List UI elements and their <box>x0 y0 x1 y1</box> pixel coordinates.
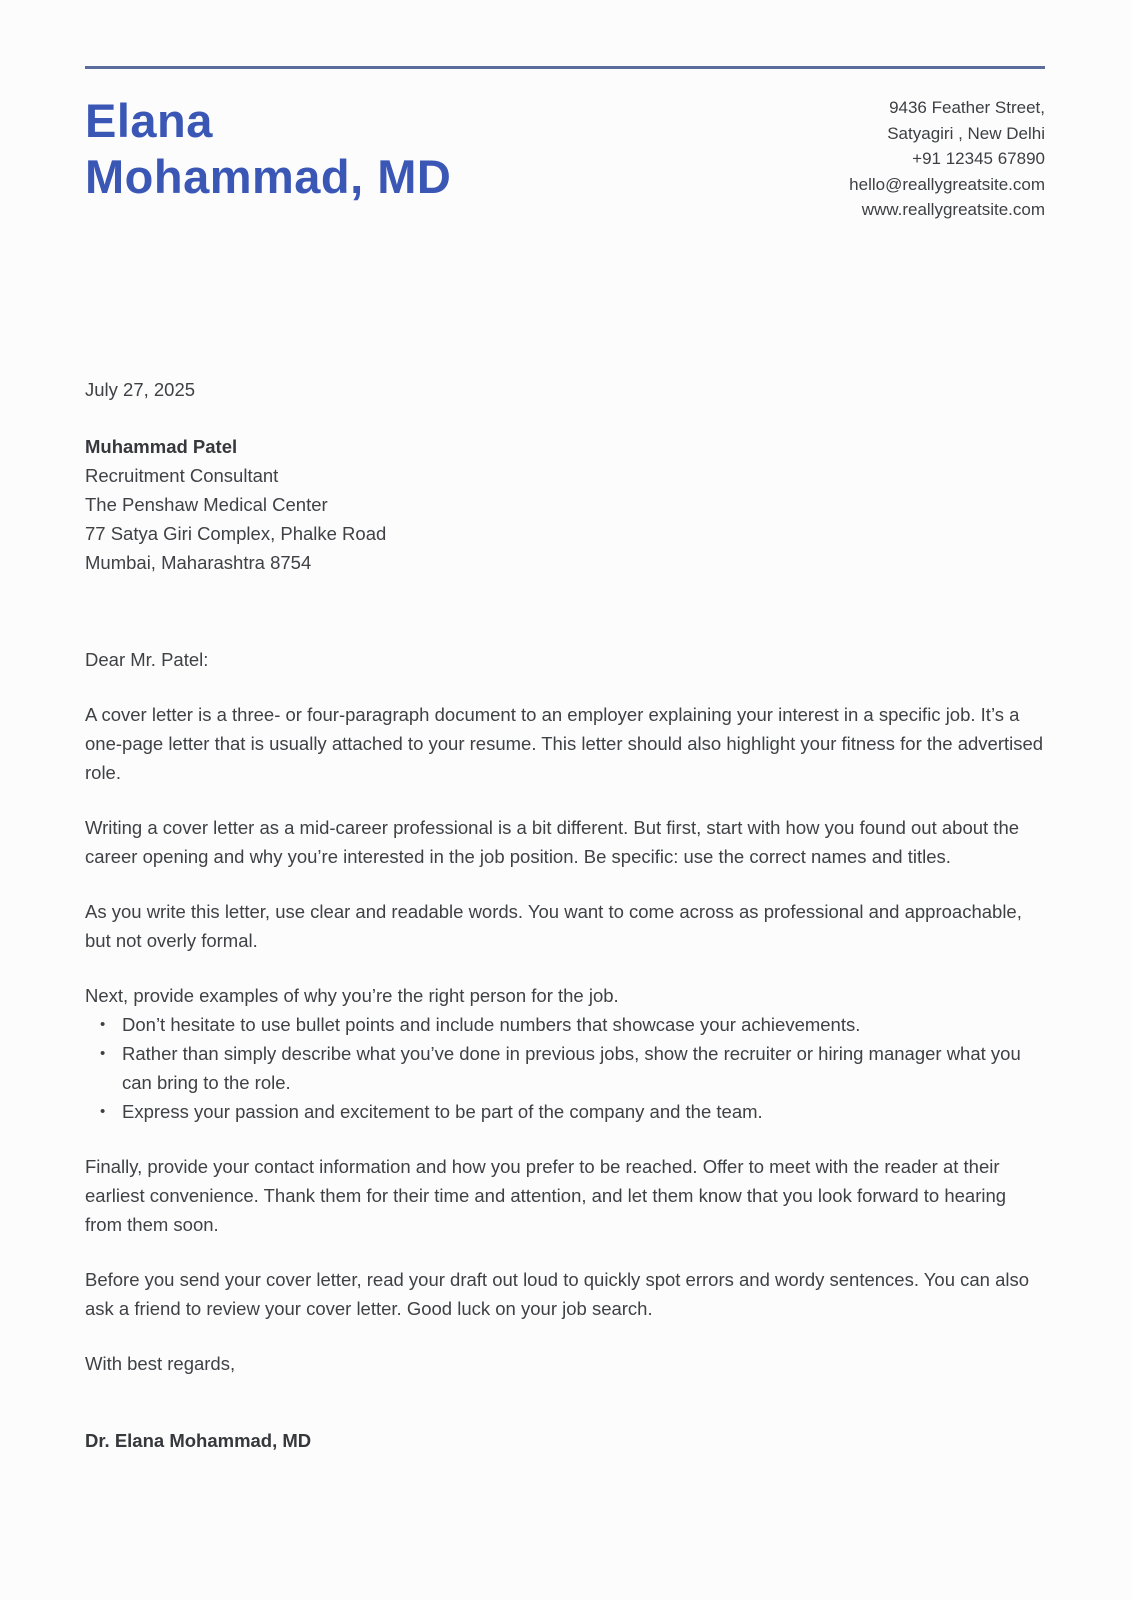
bullet-icon: • <box>100 1015 106 1033</box>
contact-website: www.reallygreatsite.com <box>861 200 1045 219</box>
bullet-text-2: Rather than simply describe what you’ve done in previous jobs, show the recruiter or hiring manager what you can bring to the role. <box>122 1042 1021 1093</box>
closing-paragraph-1: Finally, provide your contact information and how you prefer to be reached. Offer to meet with the reader at their earliest convenience. Thank them for their time and attention, and let them know that you look forward to hearing from them soon. <box>85 1155 1007 1235</box>
valediction: With best regards, <box>85 1352 236 1374</box>
signature-name: Dr. Elana Mohammad, MD <box>85 1429 312 1451</box>
contact-city: Satyagiri , New Delhi <box>887 123 1045 143</box>
recipient-address-line1: 77 Satya Giri Complex, Phalke Road <box>85 522 387 544</box>
list-item <box>85 1039 1045 1097</box>
sender-name-line1: Elana <box>85 94 213 147</box>
recipient-title: Recruitment Consultant <box>85 464 279 486</box>
contact-street: 9436 Feather Street, <box>889 98 1045 117</box>
closing-paragraph-2: Before you send your cover letter, read your draft out loud to quickly spot errors and wordy sentences. You can also ask a friend to review your cover letter. Good luck on your job search. <box>85 1268 1030 1319</box>
contact-email: hello@reallygreatsite.com <box>849 174 1045 194</box>
bullet-text-1: Don’t hesitate to use bullet points and include numbers that showcase your achievements. <box>122 1013 861 1035</box>
sender-name <box>85 93 451 206</box>
paragraph-3: As you write this letter, use clear and readable words. You want to come across as professional and approachable, but not overly formal. <box>85 900 1022 951</box>
recipient-block <box>85 432 1045 577</box>
salutation: Dear Mr. Patel: <box>85 648 209 670</box>
bullet-icon: • <box>100 1102 106 1120</box>
list-item <box>85 1097 1045 1126</box>
letter-date: July 27, 2025 <box>85 378 196 400</box>
sender-name-line2: Mohammad, MD <box>85 150 452 204</box>
recipient-name: Muhammad Patel <box>85 435 238 457</box>
bullet-list <box>85 1010 1045 1126</box>
bullet-text-3: Express your passion and excitement to be part of the company and the team. <box>122 1100 763 1122</box>
letterhead <box>85 93 1045 223</box>
paragraph-1: A cover letter is a three- or four-paragraph document to an employer explaining your interest in a specific job. It’s a one-page letter that is usually attached to your resume. This letter should also highlight your fitness for the advertised role. <box>85 703 1044 783</box>
list-item <box>85 1010 1045 1039</box>
contact-phone: +91 12345 67890 <box>912 149 1045 168</box>
recipient-address-line2: Mumbai, Maharashtra 8754 <box>85 551 312 573</box>
bullet-icon: • <box>100 1044 106 1062</box>
header-divider-rule <box>85 66 1045 69</box>
paragraph-2: Writing a cover letter as a mid-career professional is a bit different. But first, start with how you found out about the career opening and why you’re interested in the job position. Be specific: use the correct names and titles. <box>85 816 1020 867</box>
recipient-organization: The Penshaw Medical Center <box>85 493 328 515</box>
bullet-list-intro: Next, provide examples of why you’re the right person for the job. <box>85 984 619 1006</box>
sender-contact-block <box>849 95 1045 223</box>
